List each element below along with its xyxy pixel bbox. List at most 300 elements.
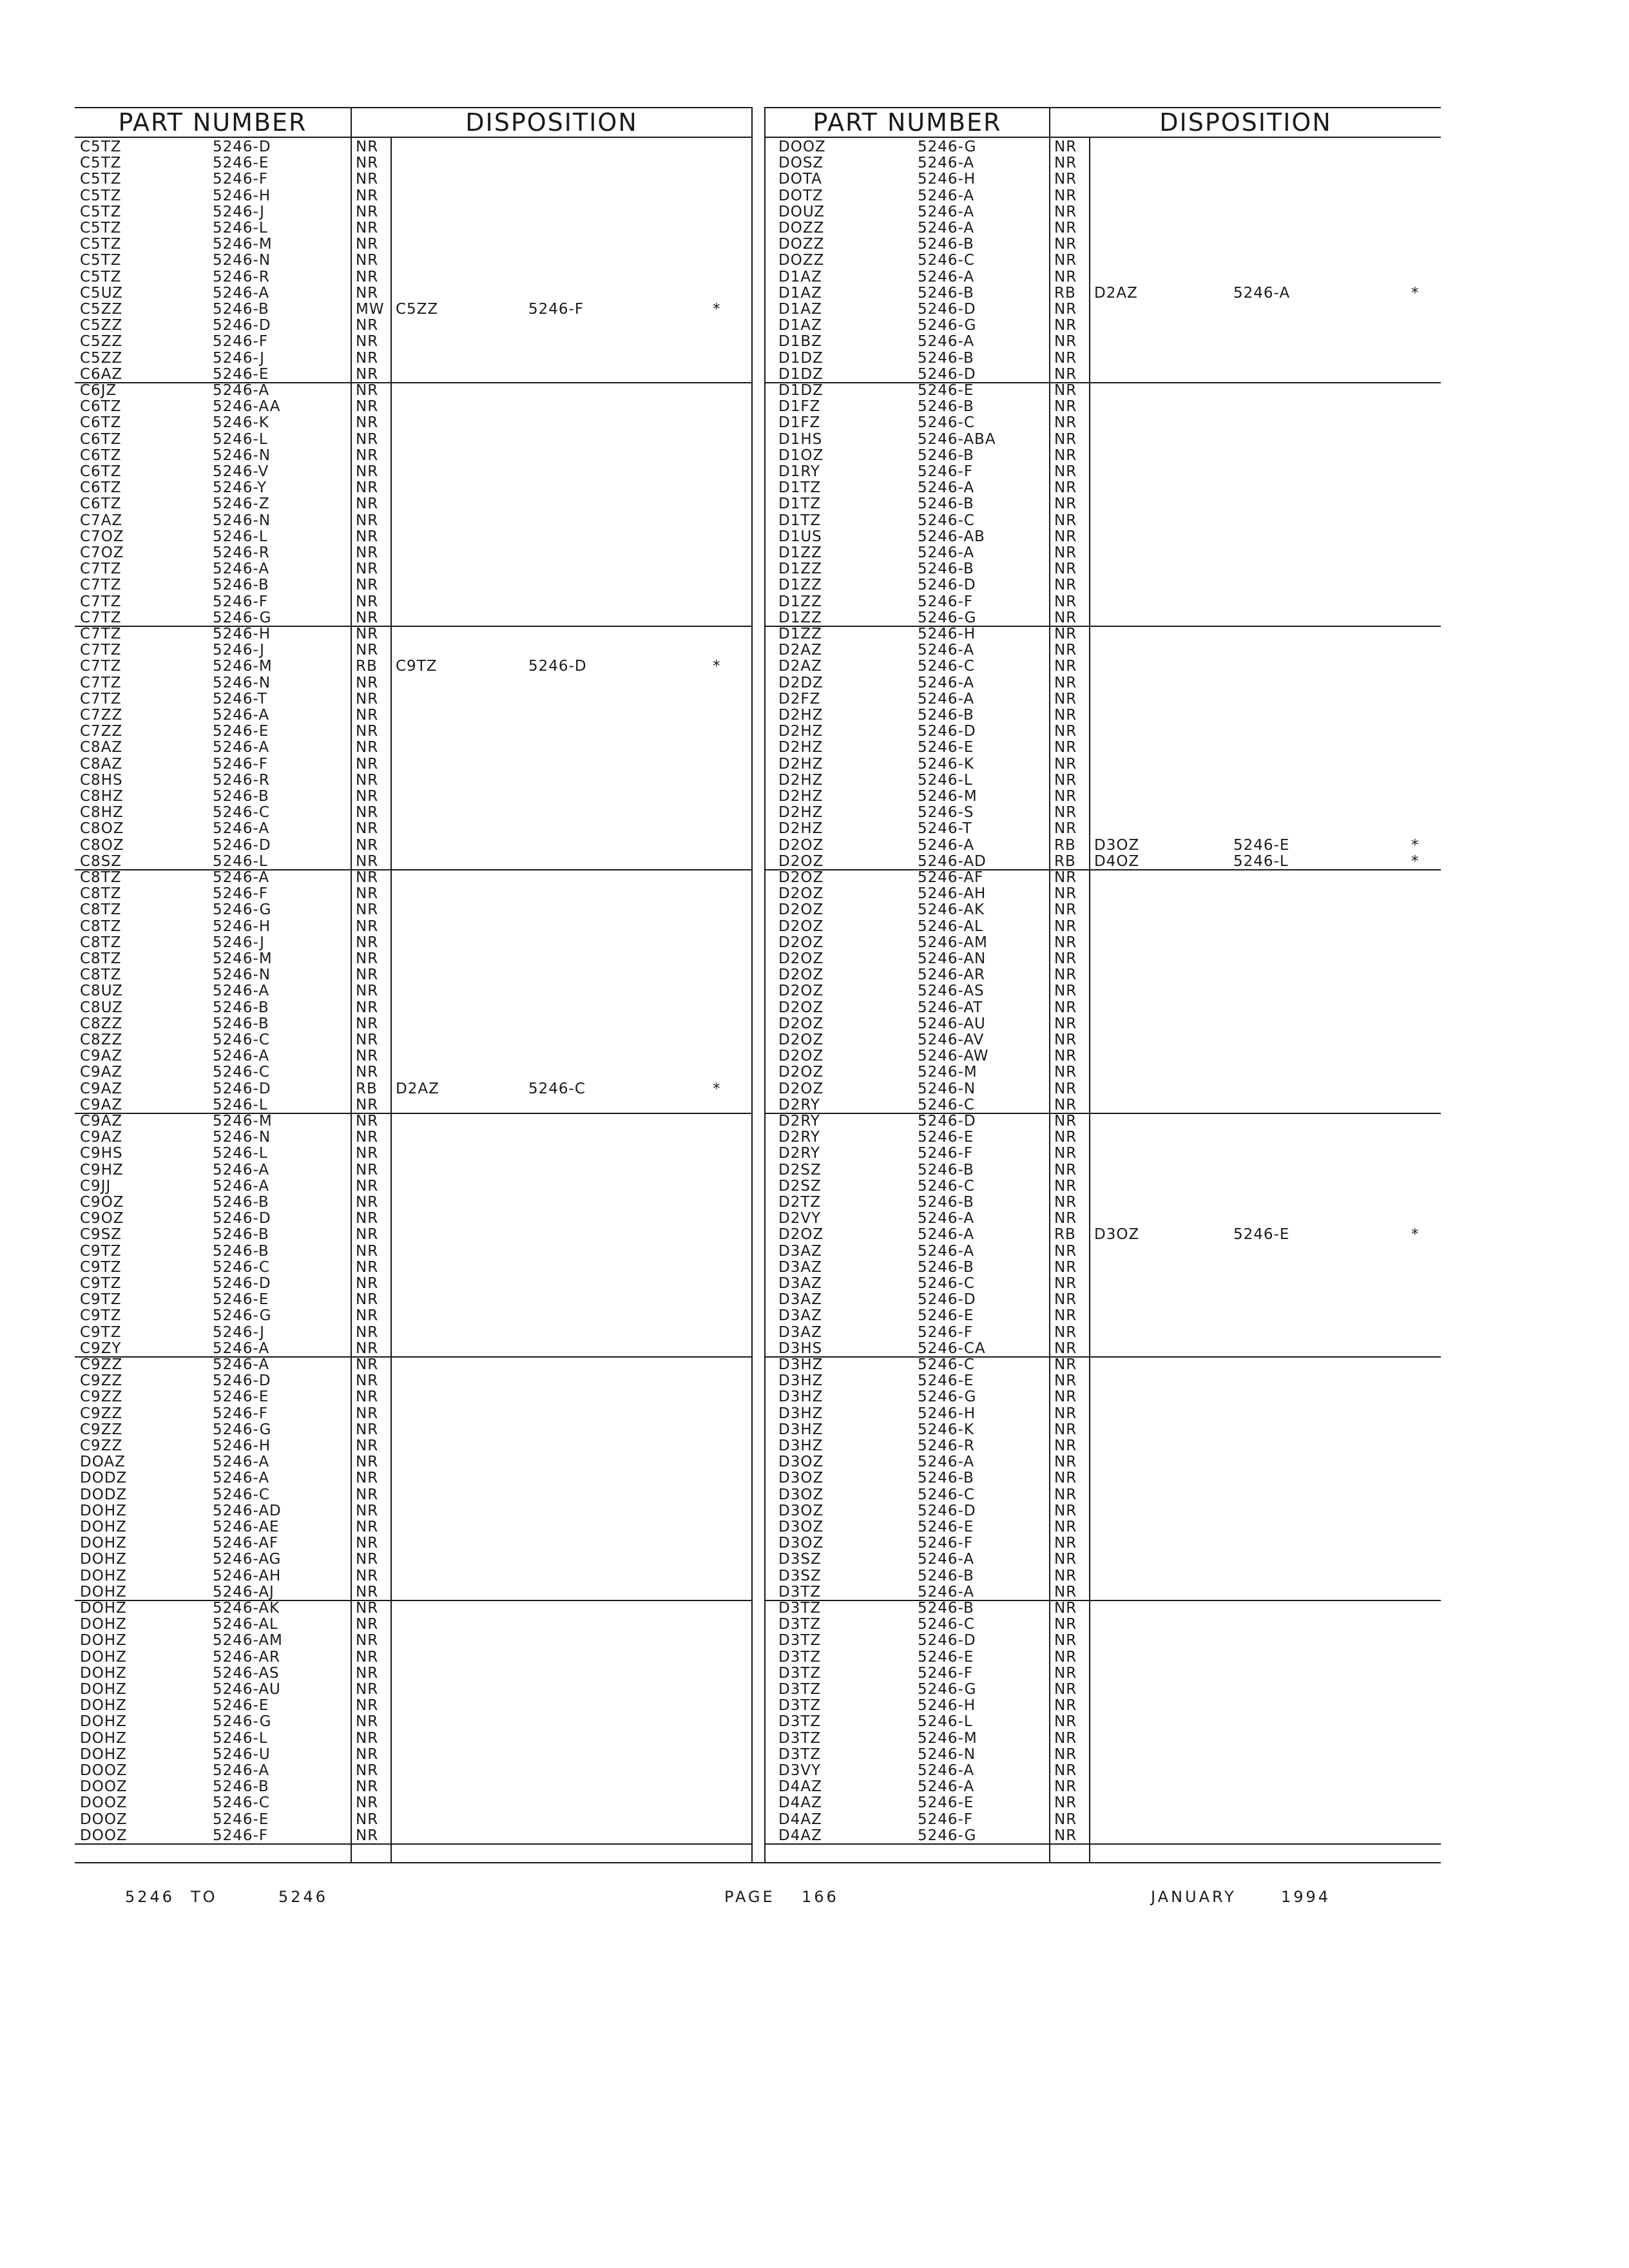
disposition-code: NR xyxy=(356,1032,379,1048)
part-prefix: D2FZ xyxy=(778,690,821,707)
table-row xyxy=(0,870,1629,886)
asterisk-mark: * xyxy=(1411,836,1420,854)
disposition-code: NR xyxy=(1054,577,1077,594)
part-prefix: D2AZ xyxy=(778,658,822,675)
part-prefix: D1ZZ xyxy=(778,626,822,642)
disposition-code: NR xyxy=(356,463,379,480)
part-prefix: C8AZ xyxy=(80,739,123,756)
part-suffix: 5246-E xyxy=(918,1129,974,1146)
part-prefix: C8UZ xyxy=(80,983,123,1000)
part-suffix: 5246-AD xyxy=(213,1502,282,1519)
disposition-code: NR xyxy=(1054,365,1077,383)
table-row xyxy=(0,1584,1629,1600)
part-prefix: C9ZY xyxy=(80,1340,122,1357)
part-prefix: D2OZ xyxy=(778,934,824,951)
part-prefix: D1AZ xyxy=(778,284,822,302)
part-prefix: C5TZ xyxy=(80,187,122,204)
part-prefix: DOAZ xyxy=(80,1454,126,1471)
disposition-code: NR xyxy=(356,187,379,204)
disposition-code: RB xyxy=(1054,852,1076,870)
part-prefix: D2OZ xyxy=(778,1080,824,1097)
part-prefix: D1ZZ xyxy=(778,577,822,594)
part-prefix: DOHZ xyxy=(80,1567,127,1584)
table-row xyxy=(0,318,1629,334)
table-row xyxy=(0,691,1629,707)
part-prefix: D1DZ xyxy=(778,382,824,399)
part-prefix: C9TZ xyxy=(80,1307,122,1325)
part-suffix: 5246-H xyxy=(213,918,271,935)
disposition-code: NR xyxy=(356,365,379,383)
part-prefix: C5UZ xyxy=(80,284,123,302)
part-suffix: 5246-AL xyxy=(213,1616,278,1633)
left-part-number-header: PART NUMBER xyxy=(118,108,307,137)
part-prefix: DOSZ xyxy=(778,155,824,172)
part-suffix: 5246-A xyxy=(918,1226,975,1244)
part-suffix: 5246-H xyxy=(213,1437,271,1454)
disposition-code: NR xyxy=(356,820,379,838)
table-row xyxy=(0,1406,1629,1422)
part-suffix: 5246-A xyxy=(918,268,975,285)
disposition-code: NR xyxy=(1054,252,1077,269)
part-suffix: 5246-A xyxy=(213,1177,270,1195)
disposition-code: NR xyxy=(356,1210,379,1227)
part-suffix: 5246-L xyxy=(918,1713,973,1731)
disposition-code: NR xyxy=(1054,236,1077,253)
disposition-code: NR xyxy=(1054,1194,1077,1211)
disposition-code: NR xyxy=(1054,674,1077,691)
part-prefix: DOOZ xyxy=(778,139,826,155)
part-suffix: 5246-N xyxy=(213,966,271,984)
disposition-code: NR xyxy=(356,1811,379,1828)
part-prefix: C8TZ xyxy=(80,966,122,984)
part-prefix: D3AZ xyxy=(778,1275,822,1292)
table-row xyxy=(0,919,1629,935)
part-suffix: 5246-B xyxy=(213,1194,269,1211)
part-suffix: 5246-J xyxy=(213,642,265,659)
part-prefix: D1DZ xyxy=(778,349,824,367)
part-suffix: 5246-R xyxy=(213,544,270,561)
part-suffix: 5246-H xyxy=(918,171,976,188)
part-prefix: D3VY xyxy=(778,1762,822,1779)
part-suffix: 5246-D xyxy=(918,723,976,740)
part-prefix: D2HZ xyxy=(778,755,824,773)
disposition-code: NR xyxy=(356,1794,379,1812)
replacement-prefix: C5ZZ xyxy=(396,301,439,318)
part-prefix: D3AZ xyxy=(778,1242,822,1260)
part-suffix: 5246-A xyxy=(918,333,975,351)
part-suffix: 5246-J xyxy=(213,1323,265,1341)
replacement-prefix: D2AZ xyxy=(1094,284,1138,302)
part-suffix: 5246-M xyxy=(213,1113,273,1129)
footer-page-number: 166 xyxy=(802,1888,839,1906)
part-prefix: C5TZ xyxy=(80,203,122,220)
disposition-code: NR xyxy=(356,1113,379,1129)
part-suffix: 5246-C xyxy=(213,804,270,822)
part-suffix: 5246-AF xyxy=(213,1535,279,1552)
part-prefix: D4AZ xyxy=(778,1778,822,1796)
part-suffix: 5246-D xyxy=(213,1210,271,1227)
table-row xyxy=(0,675,1629,691)
part-suffix: 5246-C xyxy=(918,512,975,529)
part-suffix: 5246-Y xyxy=(213,479,267,497)
disposition-code: NR xyxy=(1054,885,1077,903)
disposition-code: NR xyxy=(356,723,379,740)
part-suffix: 5246-AE xyxy=(213,1519,280,1535)
disposition-code: NR xyxy=(1054,1519,1077,1535)
disposition-code: NR xyxy=(1054,1681,1077,1698)
disposition-code: NR xyxy=(1054,1600,1077,1617)
disposition-code: NR xyxy=(356,1664,379,1682)
asterisk-mark: * xyxy=(1411,1226,1420,1244)
part-suffix: 5246-F xyxy=(918,1323,974,1341)
part-suffix: 5246-A xyxy=(918,1778,975,1796)
part-suffix: 5246-E xyxy=(918,1519,974,1535)
disposition-code: NR xyxy=(1054,1372,1077,1390)
footer-page-label: PAGE xyxy=(724,1888,775,1906)
part-prefix: C7TZ xyxy=(80,626,122,642)
part-suffix: 5246-D xyxy=(918,365,976,383)
part-suffix: 5246-A xyxy=(918,479,975,497)
part-prefix: DOUZ xyxy=(778,203,825,220)
part-suffix: 5246-A xyxy=(213,1161,270,1178)
part-suffix: 5246-A xyxy=(213,1454,270,1471)
part-prefix: D3TZ xyxy=(778,1713,822,1731)
part-prefix: D3HZ xyxy=(778,1421,824,1438)
part-suffix: 5246-M xyxy=(918,788,978,805)
part-suffix: 5246-M xyxy=(213,236,273,253)
table-row xyxy=(0,967,1629,983)
table-row xyxy=(0,1146,1629,1162)
replacement-suffix: 5246-D xyxy=(528,658,587,675)
disposition-code: NR xyxy=(356,333,379,351)
part-suffix: 5246-M xyxy=(213,658,273,675)
part-prefix: D2SZ xyxy=(778,1177,822,1195)
table-row xyxy=(0,1438,1629,1454)
table-row xyxy=(0,1308,1629,1324)
table-row xyxy=(0,1260,1629,1276)
part-suffix: 5246-AR xyxy=(918,966,986,984)
disposition-code: NR xyxy=(356,1729,379,1747)
part-prefix: DOOZ xyxy=(80,1827,128,1844)
part-suffix: 5246-B xyxy=(213,1242,269,1260)
part-prefix: DOTA xyxy=(778,171,822,188)
part-suffix: 5246-V xyxy=(213,463,269,480)
part-prefix: C9TZ xyxy=(80,1258,122,1276)
disposition-code: NR xyxy=(356,901,379,919)
part-suffix: 5246-F xyxy=(213,171,269,188)
disposition-code: NR xyxy=(356,1356,379,1373)
replacement-prefix: D2AZ xyxy=(396,1080,439,1097)
table-row xyxy=(0,1422,1629,1438)
disposition-code: NR xyxy=(1054,495,1077,513)
disposition-code: NR xyxy=(356,593,379,610)
disposition-code: NR xyxy=(356,1762,379,1779)
part-suffix: 5246-A xyxy=(213,284,270,302)
part-prefix: D1AZ xyxy=(778,268,822,285)
disposition-code: NR xyxy=(1054,447,1077,464)
disposition-code: NR xyxy=(356,1194,379,1211)
disposition-code: NR xyxy=(356,236,379,253)
disposition-code: RB xyxy=(1054,1226,1076,1244)
table-row xyxy=(0,1000,1629,1016)
disposition-code: NR xyxy=(1054,1454,1077,1471)
part-suffix: 5246-AH xyxy=(918,885,987,903)
part-suffix: 5246-B xyxy=(918,447,974,464)
disposition-code: NR xyxy=(356,1340,379,1357)
part-suffix: 5246-B xyxy=(918,561,974,578)
disposition-code: NR xyxy=(1054,1811,1077,1828)
disposition-code: NR xyxy=(356,1486,379,1503)
part-prefix: D2HZ xyxy=(778,723,824,740)
table-row xyxy=(0,1373,1629,1389)
part-prefix: DOHZ xyxy=(80,1745,127,1763)
table-row xyxy=(0,188,1629,204)
asterisk-mark: * xyxy=(1411,284,1420,302)
disposition-code: NR xyxy=(1054,1275,1077,1292)
disposition-code: NR xyxy=(356,171,379,188)
part-suffix: 5246-D xyxy=(213,1372,271,1390)
part-prefix: D3TZ xyxy=(778,1729,822,1747)
table-row xyxy=(0,1519,1629,1535)
footer-range-to: 5246 xyxy=(278,1888,329,1906)
disposition-code: NR xyxy=(1054,771,1077,789)
part-suffix: 5246-H xyxy=(918,626,976,642)
disposition-code: NR xyxy=(356,203,379,220)
part-prefix: D2TZ xyxy=(778,1194,822,1211)
disposition-code: NR xyxy=(356,934,379,951)
disposition-code: NR xyxy=(1054,950,1077,967)
table-row xyxy=(0,1535,1629,1552)
part-prefix: D3HZ xyxy=(778,1372,824,1390)
disposition-code: NR xyxy=(1054,1502,1077,1519)
part-suffix: 5246-C xyxy=(213,1032,270,1048)
part-prefix: C5ZZ xyxy=(80,301,123,318)
disposition-code: NR xyxy=(356,1258,379,1276)
part-prefix: C9HZ xyxy=(80,1161,124,1178)
disposition-code: RB xyxy=(1054,284,1076,302)
part-prefix: D2RY xyxy=(778,1096,820,1113)
part-prefix: C8HZ xyxy=(80,804,124,822)
disposition-code: NR xyxy=(356,1177,379,1195)
part-suffix: 5246-A xyxy=(918,1762,975,1779)
disposition-code: NR xyxy=(356,836,379,854)
part-suffix: 5246-A xyxy=(918,187,975,204)
table-row xyxy=(0,1600,1629,1617)
part-suffix: 5246-H xyxy=(213,187,271,204)
part-suffix: 5246-B xyxy=(918,707,974,724)
part-suffix: 5246-N xyxy=(213,1129,271,1146)
part-prefix: D2OZ xyxy=(778,983,824,1000)
part-prefix: D2OZ xyxy=(778,1064,824,1081)
table-row xyxy=(0,1795,1629,1811)
disposition-code: MW xyxy=(356,301,385,318)
part-prefix: C9AZ xyxy=(80,1080,123,1097)
part-prefix: C5TZ xyxy=(80,220,122,236)
disposition-code: NR xyxy=(356,1437,379,1454)
disposition-code: NR xyxy=(1054,820,1077,838)
disposition-code: NR xyxy=(1054,1551,1077,1568)
disposition-code: NR xyxy=(356,349,379,367)
asterisk-mark: * xyxy=(713,1080,721,1097)
disposition-code: NR xyxy=(356,1421,379,1438)
table-row xyxy=(0,513,1629,529)
disposition-code: NR xyxy=(1054,658,1077,675)
disposition-code: NR xyxy=(356,869,379,886)
left-disposition-header: DISPOSITION xyxy=(465,108,638,137)
replacement-suffix: 5246-E xyxy=(1233,1226,1290,1244)
part-prefix: C9ZZ xyxy=(80,1437,123,1454)
part-suffix: 5246-B xyxy=(918,398,974,416)
part-prefix: C9TZ xyxy=(80,1242,122,1260)
part-prefix: C5TZ xyxy=(80,155,122,172)
disposition-code: NR xyxy=(1054,690,1077,707)
part-suffix: 5246-L xyxy=(213,1096,268,1113)
part-suffix: 5246-F xyxy=(213,1827,269,1844)
part-prefix: C5TZ xyxy=(80,252,122,269)
part-prefix: C9TZ xyxy=(80,1323,122,1341)
part-prefix: D3TZ xyxy=(778,1664,822,1682)
part-prefix: D2OZ xyxy=(778,885,824,903)
part-suffix: 5246-A xyxy=(918,1210,975,1227)
table-row xyxy=(0,1649,1629,1666)
part-prefix: DOOZ xyxy=(80,1811,128,1828)
part-prefix: C9AZ xyxy=(80,1048,123,1065)
table-row xyxy=(0,935,1629,951)
part-prefix: D2OZ xyxy=(778,852,824,870)
part-suffix: 5246-L xyxy=(213,1729,268,1747)
table-row xyxy=(0,821,1629,837)
part-prefix: D2OZ xyxy=(778,1032,824,1048)
disposition-code: NR xyxy=(356,1470,379,1487)
disposition-code: NR xyxy=(1054,1096,1077,1113)
table-row xyxy=(0,756,1629,773)
part-prefix: D3OZ xyxy=(778,1470,824,1487)
table-row xyxy=(0,594,1629,610)
part-prefix: C5TZ xyxy=(80,139,122,155)
part-suffix: 5246-A xyxy=(918,1454,975,1471)
part-prefix: D3TZ xyxy=(778,1600,822,1617)
disposition-code: NR xyxy=(1054,1762,1077,1779)
disposition-code: NR xyxy=(356,528,379,545)
part-prefix: D3TZ xyxy=(778,1648,822,1666)
disposition-code: NR xyxy=(1054,1632,1077,1649)
replacement-prefix: D3OZ xyxy=(1094,836,1140,854)
table-row xyxy=(0,1617,1629,1633)
table-row xyxy=(0,854,1629,870)
part-prefix: D3HS xyxy=(778,1340,823,1357)
table-row xyxy=(0,1698,1629,1714)
part-prefix: C9HS xyxy=(80,1145,123,1162)
table-row xyxy=(0,334,1629,350)
disposition-code: RB xyxy=(1054,836,1076,854)
table-row xyxy=(0,983,1629,999)
part-suffix: 5246-G xyxy=(213,901,272,919)
table-row xyxy=(0,838,1629,854)
disposition-code: NR xyxy=(356,983,379,1000)
part-suffix: 5246-AA xyxy=(213,398,281,416)
disposition-code: NR xyxy=(1054,430,1077,448)
disposition-code: NR xyxy=(1054,723,1077,740)
part-prefix: DOHZ xyxy=(80,1551,127,1568)
part-suffix: 5246-AV xyxy=(918,1032,985,1048)
disposition-code: NR xyxy=(1054,1291,1077,1309)
part-suffix: 5246-AS xyxy=(213,1664,280,1682)
table-row xyxy=(0,1763,1629,1779)
part-prefix: C9AZ xyxy=(80,1096,123,1113)
table-row xyxy=(0,1178,1629,1195)
part-suffix: 5246-C xyxy=(918,1356,975,1373)
table-row xyxy=(0,1470,1629,1486)
part-suffix: 5246-L xyxy=(213,430,268,448)
part-prefix: D3TZ xyxy=(778,1616,822,1633)
part-prefix: C9TZ xyxy=(80,1275,122,1292)
table-row xyxy=(0,1195,1629,1211)
part-prefix: C5TZ xyxy=(80,171,122,188)
table-row xyxy=(0,1731,1629,1747)
table-row xyxy=(0,1113,1629,1129)
part-suffix: 5246-J xyxy=(213,203,265,220)
disposition-code: NR xyxy=(1054,1664,1077,1682)
disposition-code: NR xyxy=(1054,1113,1077,1129)
disposition-code: NR xyxy=(356,690,379,707)
part-prefix: D1HS xyxy=(778,430,823,448)
disposition-code: NR xyxy=(1054,642,1077,659)
part-prefix: DOHZ xyxy=(80,1664,127,1682)
part-prefix: C7TZ xyxy=(80,674,122,691)
part-suffix: 5246-J xyxy=(213,349,265,367)
disposition-code: NR xyxy=(356,512,379,529)
part-suffix: 5246-R xyxy=(213,268,270,285)
disposition-code: NR xyxy=(356,1713,379,1731)
part-suffix: 5246-E xyxy=(918,1648,974,1666)
part-suffix: 5246-A xyxy=(918,674,975,691)
disposition-code: NR xyxy=(1054,1745,1077,1763)
table-row xyxy=(0,1129,1629,1146)
disposition-code: NR xyxy=(356,1389,379,1406)
disposition-code: RB xyxy=(356,1080,378,1097)
table-row xyxy=(0,496,1629,512)
part-prefix: D3TZ xyxy=(778,1745,822,1763)
part-prefix: D1TZ xyxy=(778,495,822,513)
part-suffix: 5246-AF xyxy=(918,869,984,886)
disposition-code: NR xyxy=(1054,788,1077,805)
part-suffix: 5246-A xyxy=(213,1356,270,1373)
table-row xyxy=(0,1162,1629,1178)
disposition-code: NR xyxy=(1054,479,1077,497)
part-suffix: 5246-A xyxy=(918,155,975,172)
part-prefix: D2HZ xyxy=(778,820,824,838)
part-suffix: 5246-H xyxy=(918,1405,976,1422)
disposition-code: NR xyxy=(356,447,379,464)
part-suffix: 5246-C xyxy=(213,1486,270,1503)
part-prefix: DOHZ xyxy=(80,1681,127,1698)
part-suffix: 5246-D xyxy=(918,1113,976,1129)
disposition-code: NR xyxy=(356,1096,379,1113)
part-prefix: D3HZ xyxy=(778,1405,824,1422)
part-prefix: D3TZ xyxy=(778,1583,822,1600)
disposition-code: NR xyxy=(1054,1713,1077,1731)
disposition-code: NR xyxy=(1054,983,1077,1000)
replacement-suffix: 5246-L xyxy=(1233,852,1289,870)
part-suffix: 5246-G xyxy=(213,609,272,626)
part-suffix: 5246-E xyxy=(213,1811,269,1828)
part-suffix: 5246-D xyxy=(918,1502,976,1519)
disposition-code: NR xyxy=(356,609,379,626)
part-prefix: C6TZ xyxy=(80,479,122,497)
disposition-code: NR xyxy=(1054,1486,1077,1503)
table-row xyxy=(0,1633,1629,1649)
part-prefix: C8AZ xyxy=(80,755,123,773)
